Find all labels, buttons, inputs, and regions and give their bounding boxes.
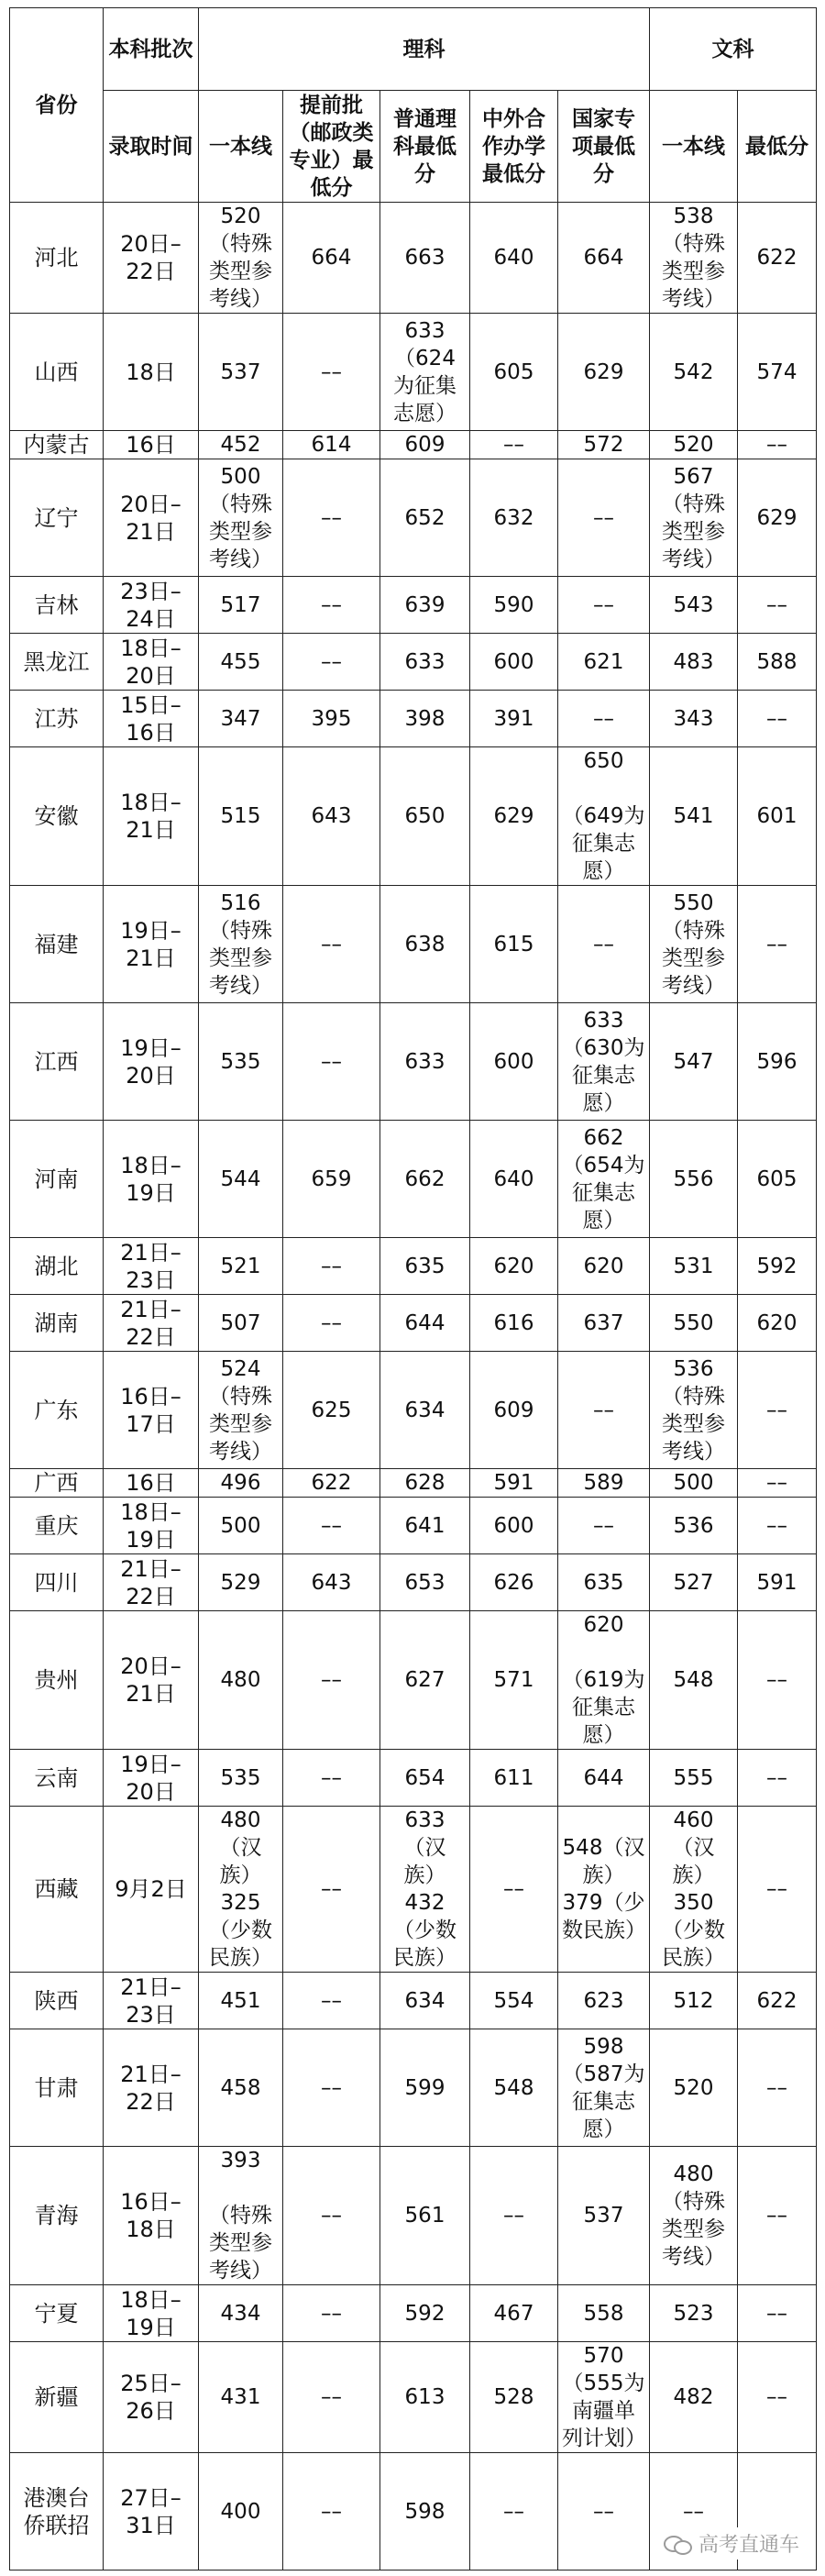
score-cell: 537 xyxy=(558,2147,650,2285)
score-cell: –– xyxy=(558,1352,650,1469)
header-liberal-arts: 文科 xyxy=(650,8,817,91)
score-cell: 628 xyxy=(380,1469,470,1498)
score-cell: 400 xyxy=(199,2453,283,2570)
score-cell: –– xyxy=(738,2342,817,2453)
header-row-sub xyxy=(10,91,817,203)
score-cell: 613 xyxy=(380,2342,470,2453)
score-cell: 452 xyxy=(199,431,283,459)
table-row xyxy=(10,203,817,314)
table-row xyxy=(10,1121,817,1238)
admission-time-cell: 16日–17日 xyxy=(104,1352,199,1469)
score-cell: 599 xyxy=(380,2029,470,2147)
score-cell: 480 （特殊类型参考线） xyxy=(650,2147,738,2285)
table-row xyxy=(10,1352,817,1469)
watermark-text: 高考直通车 xyxy=(698,2534,799,2557)
score-cell: 592 xyxy=(738,1238,817,1295)
score-cell: 609 xyxy=(470,1352,558,1469)
table-row xyxy=(10,2147,817,2285)
score-cell: –– xyxy=(283,577,380,634)
score-cell: –– xyxy=(283,2285,380,2342)
score-cell: 663 xyxy=(380,203,470,314)
score-cell: 637 xyxy=(558,1295,650,1352)
admission-time-cell: 18日–19日 xyxy=(104,2285,199,2342)
score-cell: 548 xyxy=(470,2029,558,2147)
score-cell: 572 xyxy=(558,431,650,459)
score-cell: 544 xyxy=(199,1121,283,1238)
score-cell: –– xyxy=(558,1498,650,1554)
score-cell: 561 xyxy=(380,2147,470,2285)
admission-time-cell: 20日–21日 xyxy=(104,1611,199,1750)
province-cell: 宁夏 xyxy=(10,2285,104,2342)
score-cell: 521 xyxy=(199,1238,283,1295)
province-cell: 山西 xyxy=(10,314,104,431)
admission-time-cell: 9月2日 xyxy=(104,1807,199,1973)
province-cell: 内蒙古 xyxy=(10,431,104,459)
score-cell: 625 xyxy=(283,1352,380,1469)
score-cell: 455 xyxy=(199,634,283,691)
province-cell: 甘肃 xyxy=(10,2029,104,2147)
header-lib-min: 最低分 xyxy=(738,91,817,203)
score-cell: 524（特殊类型参考线） xyxy=(199,1352,283,1469)
province-cell: 福建 xyxy=(10,886,104,1003)
admission-time-cell: 16日–18日 xyxy=(104,2147,199,2285)
admission-time-cell: 18日 xyxy=(104,314,199,431)
table-row xyxy=(10,1003,817,1121)
table-row xyxy=(10,634,817,691)
score-cell: –– xyxy=(283,1295,380,1352)
admission-time-cell: 27日–31日 xyxy=(104,2453,199,2570)
score-cell: –– xyxy=(650,2453,738,2570)
score-cell: 591 xyxy=(470,1469,558,1498)
score-cell: 644 xyxy=(380,1295,470,1352)
score-cell: –– xyxy=(283,1973,380,2029)
admission-time-cell: 21日–22日 xyxy=(104,1295,199,1352)
score-cell: 451 xyxy=(199,1973,283,2029)
province-cell: 安徽 xyxy=(10,747,104,886)
score-cell: 535 xyxy=(199,1750,283,1807)
score-cell: 596 xyxy=(738,1003,817,1121)
score-cell: 641 xyxy=(380,1498,470,1554)
score-cell: –– xyxy=(738,577,817,634)
score-cell: –– xyxy=(283,2453,380,2570)
score-cell: –– xyxy=(283,1807,380,1973)
watermark xyxy=(660,2527,803,2559)
score-cell: 523 xyxy=(650,2285,738,2342)
province-cell: 贵州 xyxy=(10,1611,104,1750)
score-cell: 635 xyxy=(558,1554,650,1611)
score-cell: 482 xyxy=(650,2342,738,2453)
score-cell: 516（特殊类型参考线） xyxy=(199,886,283,1003)
score-cell: 531 xyxy=(650,1238,738,1295)
score-cell: –– xyxy=(738,2285,817,2342)
score-cell: 570（555为南疆单列计划） xyxy=(558,2342,650,2453)
score-cell: 536 xyxy=(650,1498,738,1554)
admission-time-cell: 16日 xyxy=(104,431,199,459)
score-cell: 343 xyxy=(650,691,738,747)
score-cell: 621 xyxy=(558,634,650,691)
score-cell: 601 xyxy=(738,747,817,886)
province-cell: 新疆 xyxy=(10,2342,104,2453)
score-cell: 633 （624为征集志愿） xyxy=(380,314,470,431)
score-cell: 574 xyxy=(738,314,817,431)
score-cell: 555 xyxy=(650,1750,738,1807)
header-sci-tier1: 一本线 xyxy=(199,91,283,203)
province-cell: 陕西 xyxy=(10,1973,104,2029)
score-cell: 398 xyxy=(380,691,470,747)
score-cell: –– xyxy=(283,459,380,577)
score-cell: 629 xyxy=(558,314,650,431)
province-cell: 青海 xyxy=(10,2147,104,2285)
table-row xyxy=(10,691,817,747)
table-row xyxy=(10,459,817,577)
admission-time-cell: 20日–21日 xyxy=(104,459,199,577)
score-cell: –– xyxy=(738,1611,817,1750)
table-row xyxy=(10,1807,817,1973)
score-cell: 548（汉族） 379（少数民族） xyxy=(558,1807,650,1973)
score-cell: 589 xyxy=(558,1469,650,1498)
score-cell: 600 xyxy=(470,634,558,691)
province-cell: 河北 xyxy=(10,203,104,314)
score-cell: 600 xyxy=(470,1498,558,1554)
score-cell: –– xyxy=(738,1807,817,1973)
province-cell: 西藏 xyxy=(10,1807,104,1973)
score-cell: 629 xyxy=(738,459,817,577)
score-cell: 629 xyxy=(470,747,558,886)
table-row xyxy=(10,577,817,634)
score-cell: 590 xyxy=(470,577,558,634)
score-cell: 627 xyxy=(380,1611,470,1750)
score-cell: 527 xyxy=(650,1554,738,1611)
score-cell: 554 xyxy=(470,1973,558,2029)
score-cell: 480 xyxy=(199,1611,283,1750)
score-cell: –– xyxy=(470,431,558,459)
admission-time-cell: 23日–24日 xyxy=(104,577,199,634)
score-cell: 543 xyxy=(650,577,738,634)
score-cell: 622 xyxy=(738,203,817,314)
header-lib-tier1: 一本线 xyxy=(650,91,738,203)
score-cell: 458 xyxy=(199,2029,283,2147)
score-cell: 548 xyxy=(650,1611,738,1750)
province-cell: 河南 xyxy=(10,1121,104,1238)
admission-time-cell: 18日–20日 xyxy=(104,634,199,691)
score-cell: 664 xyxy=(283,203,380,314)
score-cell: 635 xyxy=(380,1238,470,1295)
score-cell: –– xyxy=(738,886,817,1003)
province-cell: 吉林 xyxy=(10,577,104,634)
admission-time-cell: 20日–22日 xyxy=(104,203,199,314)
score-cell: –– xyxy=(283,634,380,691)
score-cell: 652 xyxy=(380,459,470,577)
table-row xyxy=(10,2342,817,2453)
score-cell: –– xyxy=(283,314,380,431)
table-row xyxy=(10,1238,817,1295)
score-cell: 538（特殊类型参考线） xyxy=(650,203,738,314)
header-sci-joint-program: 中外合作办学最低分 xyxy=(470,91,558,203)
score-cell: –– xyxy=(738,431,817,459)
header-row-top xyxy=(10,8,817,91)
province-cell: 湖南 xyxy=(10,1295,104,1352)
score-cell: 615 xyxy=(470,886,558,1003)
score-cell: 643 xyxy=(283,1554,380,1611)
score-cell: –– xyxy=(470,2453,558,2570)
score-cell: 480（汉族） 325（少数民族） xyxy=(199,1807,283,1973)
score-cell: 507 xyxy=(199,1295,283,1352)
admission-time-cell: 19日–21日 xyxy=(104,886,199,1003)
score-cell: –– xyxy=(558,459,650,577)
header-sci-national-special: 国家专项最低分 xyxy=(558,91,650,203)
admission-time-cell: 21日–23日 xyxy=(104,1973,199,2029)
table-row xyxy=(10,747,817,886)
score-cell: –– xyxy=(738,1750,817,1807)
score-cell: 626 xyxy=(470,1554,558,1611)
score-cell: 634 xyxy=(380,1973,470,2029)
header-sci-general: 普通理科最低分 xyxy=(380,91,470,203)
score-cell: 633 （630为征集志愿） xyxy=(558,1003,650,1121)
score-cell: –– xyxy=(283,1498,380,1554)
score-cell: 623 xyxy=(558,1973,650,2029)
score-cell: 644 xyxy=(558,1750,650,1807)
score-cell: 614 xyxy=(283,431,380,459)
score-cell: –– xyxy=(738,2029,817,2147)
score-cell: 620 xyxy=(558,1238,650,1295)
wechat-icon xyxy=(664,2534,691,2554)
score-cell: 659 xyxy=(283,1121,380,1238)
table-row xyxy=(10,1554,817,1611)
score-cell: 550 xyxy=(650,1295,738,1352)
score-cell: 664 xyxy=(558,203,650,314)
score-cell: –– xyxy=(470,1807,558,1973)
score-cell: –– xyxy=(558,577,650,634)
score-cell: 662 xyxy=(380,1121,470,1238)
province-cell: 辽宁 xyxy=(10,459,104,577)
province-cell: 江苏 xyxy=(10,691,104,747)
score-cell: 520（特殊类型参考线） xyxy=(199,203,283,314)
table-row xyxy=(10,1750,817,1807)
score-cell: 620 xyxy=(470,1238,558,1295)
province-cell: 湖北 xyxy=(10,1238,104,1295)
score-cell: –– xyxy=(738,1498,817,1554)
score-cell: 483 xyxy=(650,634,738,691)
score-cell: 496 xyxy=(199,1469,283,1498)
table-row xyxy=(10,431,817,459)
admission-time-cell: 18日–19日 xyxy=(104,1498,199,1554)
header-admission-time: 录取时间 xyxy=(104,91,199,203)
score-cell: –– xyxy=(283,2147,380,2285)
score-cell: –– xyxy=(283,886,380,1003)
score-cell: 556 xyxy=(650,1121,738,1238)
score-cell: 535 xyxy=(199,1003,283,1121)
score-cell: 611 xyxy=(470,1750,558,1807)
score-cell: 520 xyxy=(650,2029,738,2147)
table-row xyxy=(10,1973,817,2029)
score-cell: 467 xyxy=(470,2285,558,2342)
score-cell: 517 xyxy=(199,577,283,634)
score-cell: 622 xyxy=(738,1973,817,2029)
score-cell: 600 xyxy=(470,1003,558,1121)
score-cell: 547 xyxy=(650,1003,738,1121)
score-cell: 616 xyxy=(470,1295,558,1352)
admission-time-cell: 19日–20日 xyxy=(104,1750,199,1807)
table-row xyxy=(10,314,817,431)
score-cell: 620 （619为征集志愿） xyxy=(558,1611,650,1750)
table-body xyxy=(10,203,817,2570)
score-cell: 634 xyxy=(380,1352,470,1469)
table-row xyxy=(10,886,817,1003)
admission-time-cell: 25日–26日 xyxy=(104,2342,199,2453)
score-cell: 550（特殊类型参考线） xyxy=(650,886,738,1003)
score-cell: 431 xyxy=(199,2342,283,2453)
admission-time-cell: 18日–19日 xyxy=(104,1121,199,1238)
admission-time-cell: 21日–22日 xyxy=(104,2029,199,2147)
admission-time-cell: 18日–21日 xyxy=(104,747,199,886)
score-cell: –– xyxy=(283,1611,380,1750)
score-cell: 598 xyxy=(380,2453,470,2570)
score-cell: –– xyxy=(283,1238,380,1295)
score-cell: 650 （649为征集志愿） xyxy=(558,747,650,886)
score-cell: –– xyxy=(283,2342,380,2453)
score-cell: 520 xyxy=(650,431,738,459)
score-cell: 512 xyxy=(650,1973,738,2029)
score-cell: 567（特殊类型参考线） xyxy=(650,459,738,577)
score-cell: 633 xyxy=(380,1003,470,1121)
admission-time-cell: 21日–23日 xyxy=(104,1238,199,1295)
table-row xyxy=(10,1295,817,1352)
score-cell: 605 xyxy=(738,1121,817,1238)
score-cell: 591 xyxy=(738,1554,817,1611)
province-cell: 港澳台侨联招 xyxy=(10,2453,104,2570)
score-cell: –– xyxy=(738,1469,817,1498)
score-cell: –– xyxy=(738,1352,817,1469)
score-cell: –– xyxy=(738,691,817,747)
score-cell: 654 xyxy=(380,1750,470,1807)
admission-time-cell: 15日–16日 xyxy=(104,691,199,747)
admission-score-table xyxy=(9,7,817,2570)
score-cell: 620 xyxy=(738,1295,817,1352)
score-cell: 515 xyxy=(199,747,283,886)
score-cell: 541 xyxy=(650,747,738,886)
province-cell: 云南 xyxy=(10,1750,104,1807)
province-cell: 重庆 xyxy=(10,1498,104,1554)
score-cell: 633 xyxy=(380,634,470,691)
admission-time-cell: 16日 xyxy=(104,1469,199,1498)
score-cell: –– xyxy=(283,2029,380,2147)
score-cell: 598 （587为征集志愿） xyxy=(558,2029,650,2147)
province-cell: 广东 xyxy=(10,1352,104,1469)
table-row xyxy=(10,2029,817,2147)
score-cell: –– xyxy=(283,1003,380,1121)
score-cell: 639 xyxy=(380,577,470,634)
score-cell: 500（特殊类型参考线） xyxy=(199,459,283,577)
score-cell: 529 xyxy=(199,1554,283,1611)
score-cell: 500 xyxy=(650,1469,738,1498)
admission-table-container xyxy=(9,7,816,2570)
score-cell: 391 xyxy=(470,691,558,747)
score-cell: 536（特殊类型参考线） xyxy=(650,1352,738,1469)
header-batch: 本科批次 xyxy=(104,8,199,91)
score-cell: 640 xyxy=(470,1121,558,1238)
score-cell: –– xyxy=(738,2147,817,2285)
province-cell: 江西 xyxy=(10,1003,104,1121)
score-cell: 537 xyxy=(199,314,283,431)
score-cell: 605 xyxy=(470,314,558,431)
score-cell: 622 xyxy=(283,1469,380,1498)
score-cell: 347 xyxy=(199,691,283,747)
score-cell: 653 xyxy=(380,1554,470,1611)
score-cell: 528 xyxy=(470,2342,558,2453)
score-cell: –– xyxy=(283,1750,380,1807)
score-cell: –– xyxy=(470,2147,558,2285)
score-cell: 632 xyxy=(470,459,558,577)
province-cell: 黑龙江 xyxy=(10,634,104,691)
admission-time-cell: 19日–20日 xyxy=(104,1003,199,1121)
score-cell: 393 （特殊类型参考线） xyxy=(199,2147,283,2285)
score-cell: 650 xyxy=(380,747,470,886)
score-cell: 638 xyxy=(380,886,470,1003)
score-cell: 542 xyxy=(650,314,738,431)
table-row xyxy=(10,1469,817,1498)
table-row xyxy=(10,2285,817,2342)
score-cell: 588 xyxy=(738,634,817,691)
score-cell: 662 （654为征集志愿） xyxy=(558,1121,650,1238)
score-cell: 640 xyxy=(470,203,558,314)
admission-time-cell: 21日–22日 xyxy=(104,1554,199,1611)
table-row xyxy=(10,1498,817,1554)
score-cell: 571 xyxy=(470,1611,558,1750)
province-cell: 广西 xyxy=(10,1469,104,1498)
score-cell: 633（汉族） 432（少数民族） xyxy=(380,1807,470,1973)
header-sci-early-batch: 提前批（邮政类专业）最低分 xyxy=(283,91,380,203)
score-cell: 460（汉族） 350（少数民族） xyxy=(650,1807,738,1973)
score-cell: 395 xyxy=(283,691,380,747)
table-row xyxy=(10,1611,817,1750)
score-cell: 558 xyxy=(558,2285,650,2342)
header-science: 理科 xyxy=(199,8,650,91)
province-cell: 四川 xyxy=(10,1554,104,1611)
header-province: 省份 xyxy=(10,8,104,203)
score-cell: –– xyxy=(558,691,650,747)
score-cell: 592 xyxy=(380,2285,470,2342)
score-cell: 609 xyxy=(380,431,470,459)
score-cell: 643 xyxy=(283,747,380,886)
score-cell: 434 xyxy=(199,2285,283,2342)
score-cell: 500 xyxy=(199,1498,283,1554)
score-cell: –– xyxy=(558,2453,650,2570)
score-cell: –– xyxy=(558,886,650,1003)
